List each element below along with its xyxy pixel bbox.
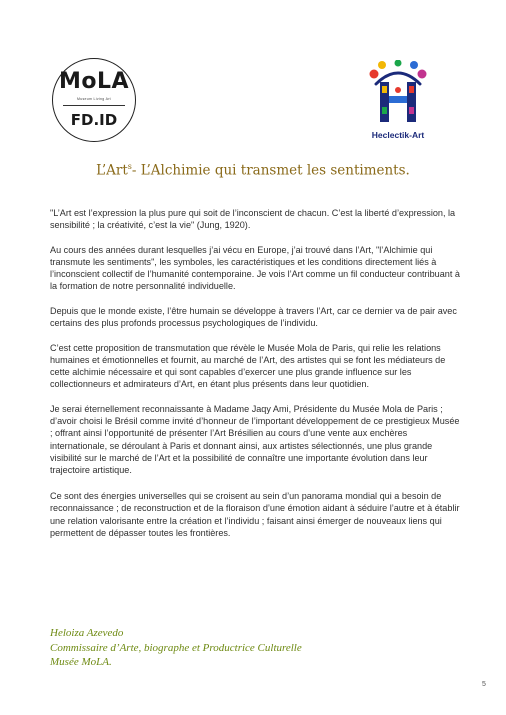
- paragraph-5: Je serai éternellement reconnaissante à Madame Jaqy Ami, Présidente du Musée Mola de Paris ; d’avoir choisi le Brésil comme invité d’honneur de l’important développement de ce prestigieux Musée ; offrant ainsi l’opportunité de présenter l’Art Brésilien au cours d’une vente aux enchères internationale, se déroulant à Paris et donnant ainsi, aux artistes sélectionnés, une plus grande visibilité sur le marché de l’Art et la possibilité de connaître une importante évolution dans leur trajectoire artistique.: [50, 404, 460, 476]
- paragraph-3: Depuis que le monde existe, l’être humain se développe à travers l’Art, car ce dernier va de pair avec certains des plus profonds processus psychologiques de l’individu.: [50, 306, 457, 329]
- heclectik-mark-icon: [358, 60, 438, 128]
- signature-name: Heloiza Azevedo: [50, 627, 124, 639]
- title-prefix: L’Art: [96, 162, 128, 179]
- mola-logo: [52, 58, 136, 142]
- paragraph-1: "L’Art est l’expression la plus pure qui soit de l’inconscient de chacun. C’est la liberté d’expression, la sensibilité ; la créativité, c’est la vie" (Jung, 1920).: [50, 208, 456, 231]
- signature-role: Commissaire d’Arte, biographe et Productrice Culturelle: [50, 641, 302, 654]
- signature-org: Musée MoLA.: [50, 656, 112, 668]
- mola-logo-divider: [63, 105, 125, 106]
- heclectik-logo: [358, 60, 438, 140]
- page-number: 5: [482, 681, 486, 688]
- paragraph-4: C’est cette proposition de transmutation que révèle le Musée Mola de Paris, qui relie les relations humaines et émotionnelles et fournit, au marché de l’Art, des artistes qui se font les médiateurs de cette alchimie nécessaire et qui sont capables d’exercer une plus grande influence sur les collectionneurs et admirateurs d’Art, en étant plus présents dans leur quotidien.: [50, 342, 446, 390]
- mola-logo-code: FD.ID: [70, 111, 118, 129]
- title-superscript: s: [127, 162, 132, 171]
- document-title: [0, 162, 506, 179]
- paragraph-6: Ce sont des énergies universelles qui se croisent au sein d’un panorama mondial qui a besoin de reconnaissance ; de reconstruction et de la floraison d’une émotion aidant à séduire l’autre et à établir une relation valorisante entre la création et l’individu ; faisant ainsi émerger de nouveaux liens qui permettent de dépasser toutes les frontières.: [50, 491, 460, 538]
- heclectik-logo-label: Heclectik-Art: [371, 130, 425, 140]
- mola-logo-subtitle: Museum Living Art: [77, 97, 111, 101]
- signature-block: [50, 626, 302, 670]
- mola-logo-name: MoLA: [58, 69, 130, 94]
- body-text: [50, 207, 460, 551]
- paragraph-2: Au cours des années durant lesquelles j’ai vécu en Europe, j’ai trouvé dans l’Art, "l’Alchimie qui transmute les sentiments", les symboles, les caractéristiques et les conditions directement liés à l’inconscient collectif de l’humanité contemporaine. Je vois l’Art comme un fil conducteur contribuant à la formation de notre personnalité individuelle.: [50, 244, 460, 292]
- title-rest: - L’Alchimie qui transmet les sentiments.: [131, 162, 410, 179]
